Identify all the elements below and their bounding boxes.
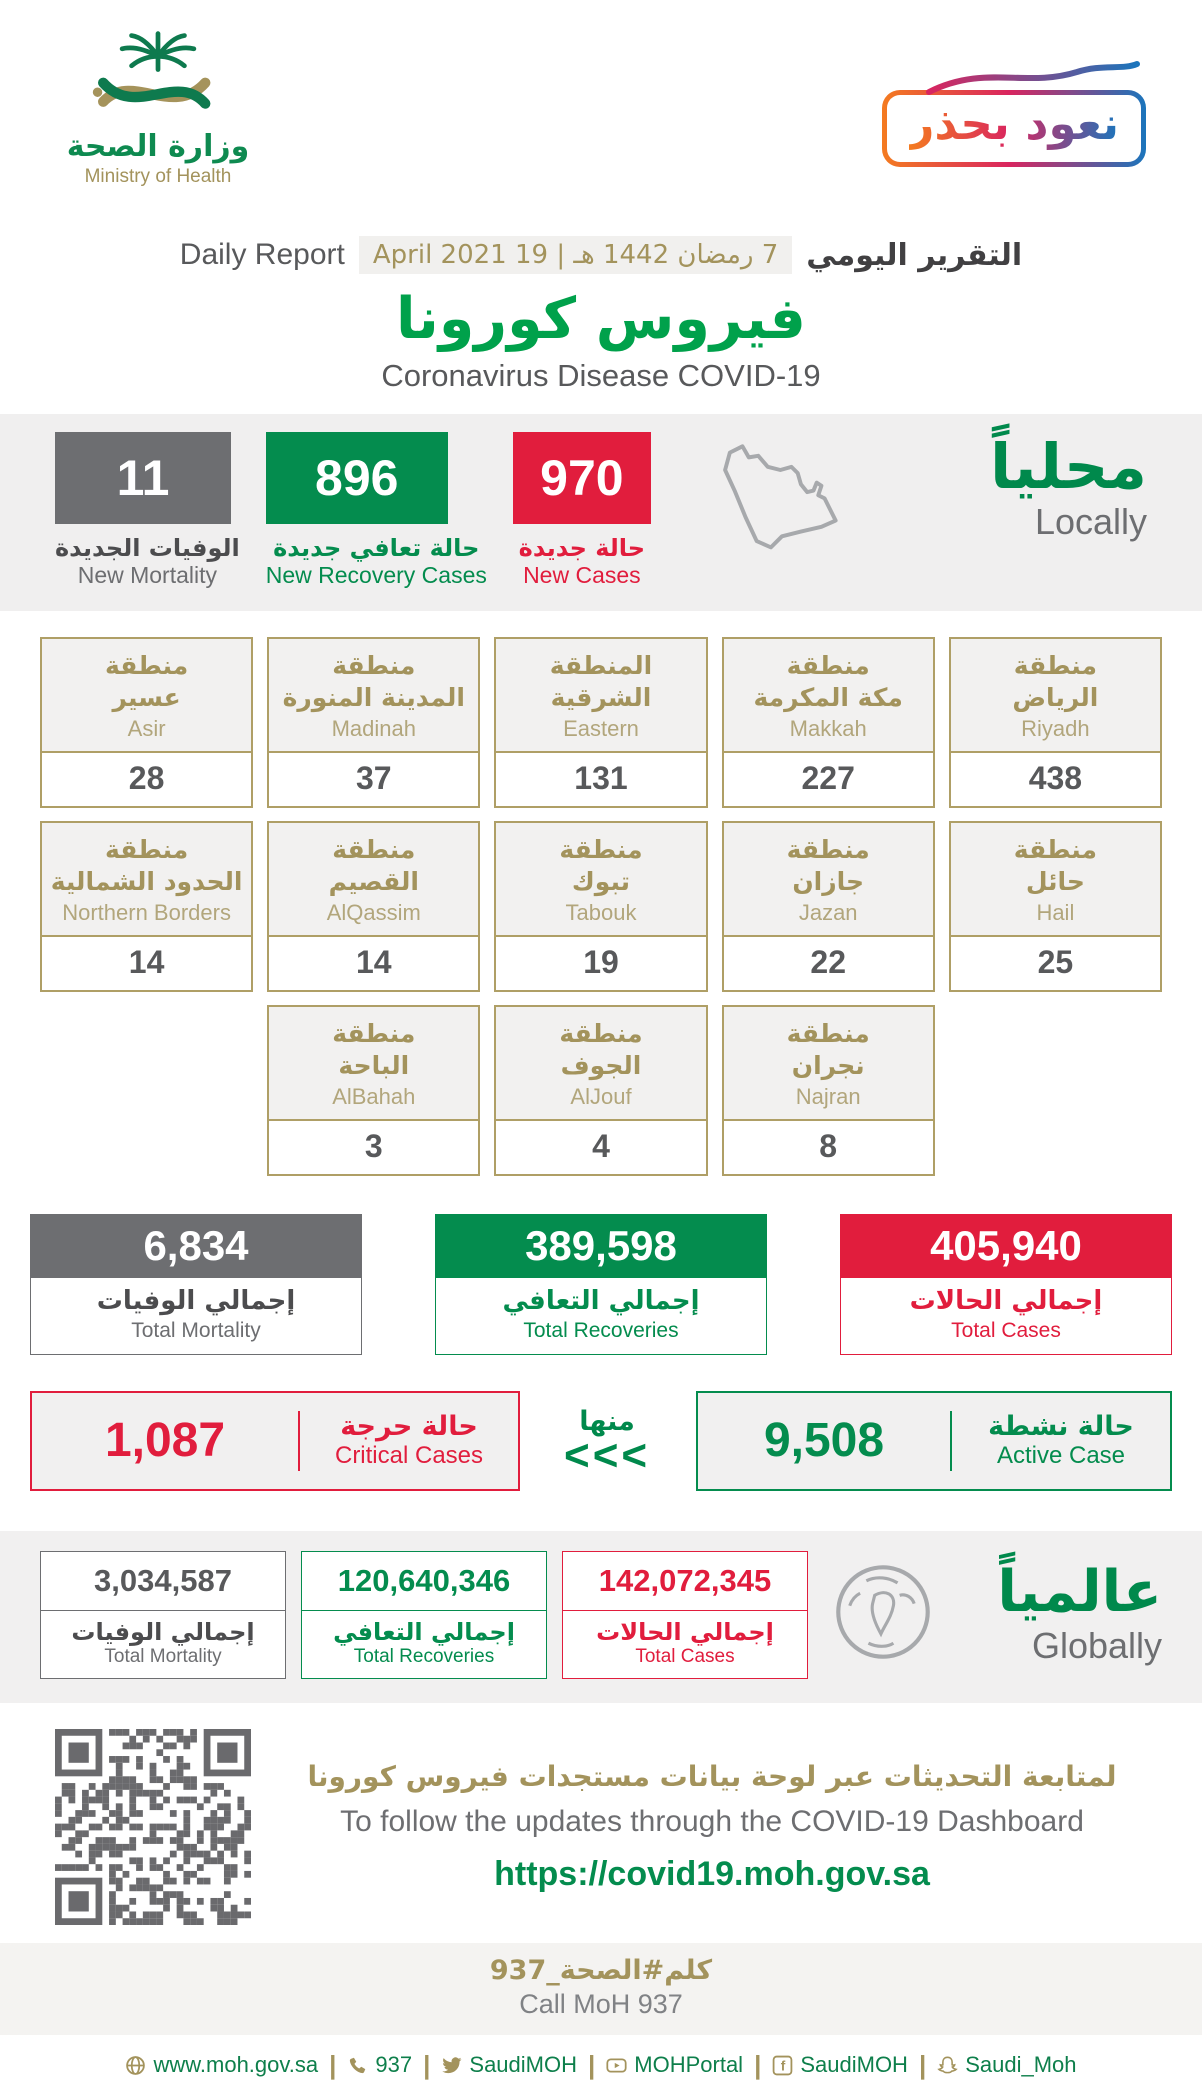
total-mortality-box: 6,834 إجمالي الوفيات Total Mortality — [30, 1214, 362, 1354]
report-title-row — [0, 236, 1202, 274]
phone-icon — [347, 2055, 368, 2076]
new-mortality-label-ar: الوفيات الجديدة — [55, 533, 240, 562]
new-recovery-stat — [266, 432, 487, 589]
critical-active-row — [30, 1391, 1172, 1491]
region-card-hail: منطقة حائل Hail 25 — [949, 821, 1162, 992]
new-cases-label-en: New Cases — [523, 562, 641, 589]
footer-phone-link[interactable]: 937 — [347, 2052, 412, 2078]
active-cases-box: 9,508 حالة نشطة Active Case — [696, 1391, 1172, 1491]
total-recoveries-value: 389,598 — [435, 1214, 767, 1278]
footer-twitter-link[interactable]: SaudiMOH — [441, 2052, 577, 2078]
facebook-icon — [772, 2055, 793, 2076]
separator: | — [587, 2049, 596, 2080]
separator: | — [329, 2049, 337, 2080]
globally-label-en: Globally — [1031, 1624, 1162, 1666]
region-card-tabouk: منطقة تبوك Tabouk 19 — [494, 821, 707, 992]
youtube-icon — [606, 2055, 627, 2076]
region-card-northern-borders: منطقة الحدود الشمالية Northern Borders 14 — [40, 821, 253, 992]
region-card-makkah: منطقة مكة المكرمة Makkah 227 — [722, 637, 935, 808]
region-value: 19 — [583, 944, 619, 981]
footer-contact-bar — [0, 2035, 1202, 2096]
footer-snapchat-link[interactable]: Saudi_Moh — [937, 2052, 1076, 2078]
dashboard-section — [0, 1703, 1202, 1943]
locally-title — [990, 429, 1147, 543]
page-title-english: Coronavirus Disease COVID-19 — [381, 357, 821, 393]
return-with-caution-badge — [882, 90, 1147, 167]
global-cases-box: 142,072,345 إجمالي الحالات Total Cases — [562, 1551, 808, 1680]
total-cases-box: 405,940 إجمالي الحالات Total Cases — [840, 1214, 1172, 1354]
regions-row-1 — [40, 637, 1162, 808]
global-recoveries-value: 120,640,346 — [302, 1552, 546, 1611]
locally-label-en: Locally — [1034, 500, 1147, 542]
of-which-indicator: منها <<< — [564, 1406, 651, 1481]
global-cases-value: 142,072,345 — [563, 1552, 807, 1611]
snapchat-icon — [937, 2055, 958, 2076]
critical-cases-value: 1,087 — [104, 1414, 226, 1468]
svg-text:f: f — [781, 2058, 786, 2074]
dashboard-text — [251, 1760, 1147, 1894]
header — [0, 0, 1202, 232]
total-cases-value: 405,940 — [840, 1214, 1172, 1278]
region-value: 438 — [1028, 760, 1083, 797]
region-card-asir: منطقة عسير Asir 28 — [40, 637, 253, 808]
footer-youtube-link[interactable]: MOHPortal — [606, 2052, 743, 2078]
logo-english-name: Ministry of Health — [84, 166, 232, 187]
region-value: 14 — [355, 944, 392, 981]
region-card-riyadh: منطقة الرياض Riyadh 438 — [949, 637, 1162, 808]
total-recoveries-box: 389,598 إجمالي التعافي Total Recoveries — [435, 1214, 767, 1354]
regions-row-3 — [40, 1005, 1162, 1176]
new-cases-stat — [513, 432, 651, 589]
region-value: 22 — [810, 944, 846, 981]
region-value: 4 — [592, 1128, 610, 1165]
dashboard-line-en: To follow the updates through the COVID-19 Dashboard — [340, 1805, 1084, 1839]
moh-logo-icon — [82, 28, 234, 130]
logo-arabic-name: وزارة الصحة — [66, 129, 250, 164]
region-value: 28 — [128, 760, 165, 797]
new-recovery-label-ar: حالة تعافي جديدة — [273, 533, 480, 562]
new-mortality-value: 11 — [55, 432, 231, 524]
region-value: 131 — [574, 760, 628, 797]
region-card-alqassim: منطقة القصيم AlQassim 14 — [267, 821, 480, 992]
region-card-madinah: منطقة المدينة المنورة Madinah 37 — [267, 637, 480, 808]
page-title-arabic: فيروس كورونا — [396, 286, 806, 352]
active-cases-value: 9,508 — [763, 1414, 885, 1468]
dashboard-line-ar: لمتابعة التحديثات عبر لوحة بيانات مستجدات فيروس كورونا — [307, 1760, 1117, 1794]
region-card-aljouf: منطقة الجوف AlJouf 4 — [494, 1005, 707, 1176]
global-mortality-value: 3,034,587 — [41, 1552, 285, 1611]
qr-code — [55, 1729, 251, 1925]
new-mortality-stat — [55, 432, 240, 589]
badge-text: نعود بحذر — [908, 97, 1119, 150]
footer-website-link[interactable]: www.moh.gov.sa — [125, 2052, 318, 2078]
region-card-najran: منطقة نجران Najran 8 — [722, 1005, 935, 1176]
new-cases-label-ar: حالة جديدة — [518, 533, 646, 562]
moh-logo — [58, 28, 258, 188]
separator: | — [918, 2049, 927, 2080]
globally-label-ar: عالمياً — [997, 1559, 1162, 1626]
critical-cases-box: 1,087 حالة حرجة Critical Cases — [30, 1391, 520, 1491]
region-value: 3 — [364, 1128, 383, 1165]
region-value: 25 — [1037, 944, 1074, 981]
saudi-map-icon — [703, 436, 853, 569]
report-date: 7 رمضان 1442 هـ | 19 April 2021 — [359, 236, 792, 274]
region-card-eastern: المنطقة الشرقية Eastern 131 — [494, 637, 707, 808]
footer-facebook-link[interactable]: f SaudiMOH — [772, 2052, 908, 2078]
globally-title — [997, 1559, 1162, 1667]
new-mortality-label-en: New Mortality — [77, 562, 218, 589]
locally-section — [0, 414, 1202, 611]
new-recovery-value: 896 — [266, 432, 448, 524]
badge-swoosh-icon — [925, 60, 1140, 96]
locally-label-ar: محلياً — [990, 429, 1147, 503]
region-value: 14 — [128, 944, 165, 981]
new-cases-value: 970 — [513, 432, 651, 524]
globe-icon — [831, 1560, 935, 1669]
daily-report-label-ar: التقرير اليومي — [806, 237, 1023, 273]
separator: | — [423, 2049, 431, 2080]
daily-report-label-en: Daily Report — [179, 238, 345, 271]
region-value: 8 — [819, 1128, 838, 1165]
global-recoveries-box: 120,640,346 إجمالي التعافي Total Recoveries — [301, 1551, 547, 1680]
twitter-icon — [441, 2055, 462, 2076]
region-value: 227 — [801, 760, 855, 797]
regions-row-2 — [40, 821, 1162, 992]
left-arrows-icon: <<< — [564, 1431, 651, 1481]
call-moh-ar: كلم#الصحة_937 — [489, 1955, 713, 1987]
global-mortality-box: 3,034,587 إجمالي الوفيات Total Mortality — [40, 1551, 286, 1680]
region-value: 37 — [355, 760, 392, 797]
region-card-jazan: منطقة جازان Jazan 22 — [722, 821, 935, 992]
region-card-albahah: منطقة الباحة AlBahah 3 — [267, 1005, 480, 1176]
total-mortality-value: 6,834 — [30, 1214, 362, 1278]
regions-grid — [40, 637, 1162, 1176]
dashboard-url-link[interactable]: https://covid19.moh.gov.sa — [494, 1855, 930, 1894]
separator: | — [754, 2049, 762, 2080]
new-recovery-label-en: New Recovery Cases — [265, 562, 487, 589]
totals-row — [30, 1214, 1172, 1354]
call-moh-band — [0, 1943, 1202, 2035]
call-moh-en: Call MoH 937 — [519, 1989, 683, 2019]
globally-section — [0, 1531, 1202, 1704]
globe-icon — [125, 2055, 146, 2076]
